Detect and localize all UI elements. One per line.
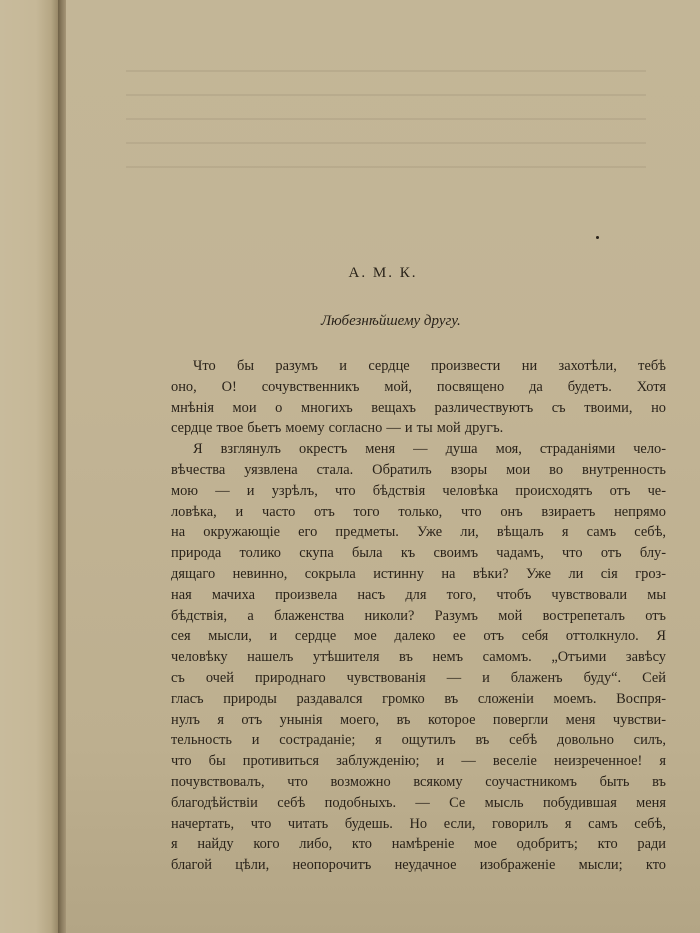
text-line: человѣку нашелъ утѣшителя въ немъ самомъ. „Отъими завѣсу	[171, 649, 666, 666]
text-line: оно, О! сочувственникъ мой, посвящено да будетъ. Хотя	[171, 378, 666, 395]
text-line: благой цѣли, неопорочитъ неудачное изображеніе мысли; кто	[171, 857, 666, 874]
book-page	[66, 0, 700, 933]
page-heading: А. М. К.	[348, 265, 418, 281]
text-line: сердце твое бьетъ моему согласно — и ты мой другъ.	[171, 420, 504, 437]
text-line: вѣчества уязвлена стала. Обратилъ взоры мои во внутренность	[171, 461, 666, 478]
show-through-text	[126, 70, 646, 190]
text-line: мнѣнія мои о многихъ вещахъ различествуютъ съ твоими, но	[171, 399, 666, 416]
text-line: я найду кого либо, кто намѣреніе мое одобритъ; кто ради	[171, 836, 666, 853]
text-line: сея мысли, и сердце мое далеко ее отъ себя оттолкнуло. Я	[171, 628, 666, 645]
text-line: съ очей природнаго чувствованія — и блаженъ буду“. Сей	[171, 669, 666, 686]
text-line: ловѣка, и часто отъ того только, что онъ взираетъ непрямо	[171, 503, 666, 520]
text-line: тельность и состраданіе; я ощутилъ въ себѣ довольно силъ,	[171, 732, 666, 749]
text-line: почувствовалъ, что возможно всякому соучастникомъ быть въ	[171, 773, 666, 790]
body-text	[171, 356, 666, 876]
text-line: мою — и узрѣлъ, что бѣдствія человѣка происходятъ отъ че-	[171, 482, 666, 499]
text-line: Я взглянулъ окрестъ меня — душа моя, страданіями чело-	[193, 441, 666, 458]
dedication-line: Любезнѣйшему другу.	[321, 313, 461, 329]
text-line: дящаго невинно, сокрыла истинну на вѣки? Уже ли сія гроз-	[171, 565, 666, 582]
text-line: природа толико скупа была къ своимъ чадамъ, что отъ блу-	[171, 545, 666, 562]
text-line: бѣдствія, а блаженства николи? Разумъ мой вострепеталъ отъ	[171, 607, 666, 624]
text-line: начертать, что читать будешь. Но если, говорилъ я самъ себѣ,	[171, 815, 666, 832]
text-line: гласъ природы раздавался громко въ сложеніи моемъ. Воспря-	[171, 690, 666, 707]
text-line: Что бы разумъ и сердце произвести ни захотѣли, тебѣ	[193, 358, 666, 374]
text-line: нулъ я отъ унынія моего, въ которое повергли меня чувстви-	[171, 711, 666, 728]
text-line: благодѣйствіи себѣ подобныхъ. — Се мысль побудившая меня	[171, 794, 666, 811]
text-line: ная мачиха произвела насъ для того, чтобъ чувствовали мы	[171, 586, 666, 603]
text-line: на окружающіе его предметы. Уже ли, вѣщалъ я самъ себѣ,	[171, 524, 666, 541]
ink-speck	[596, 236, 599, 239]
text-line: что бы противиться заблужденію; и — веселіе неизреченное! я	[171, 753, 666, 770]
previous-page-edge	[0, 0, 60, 933]
